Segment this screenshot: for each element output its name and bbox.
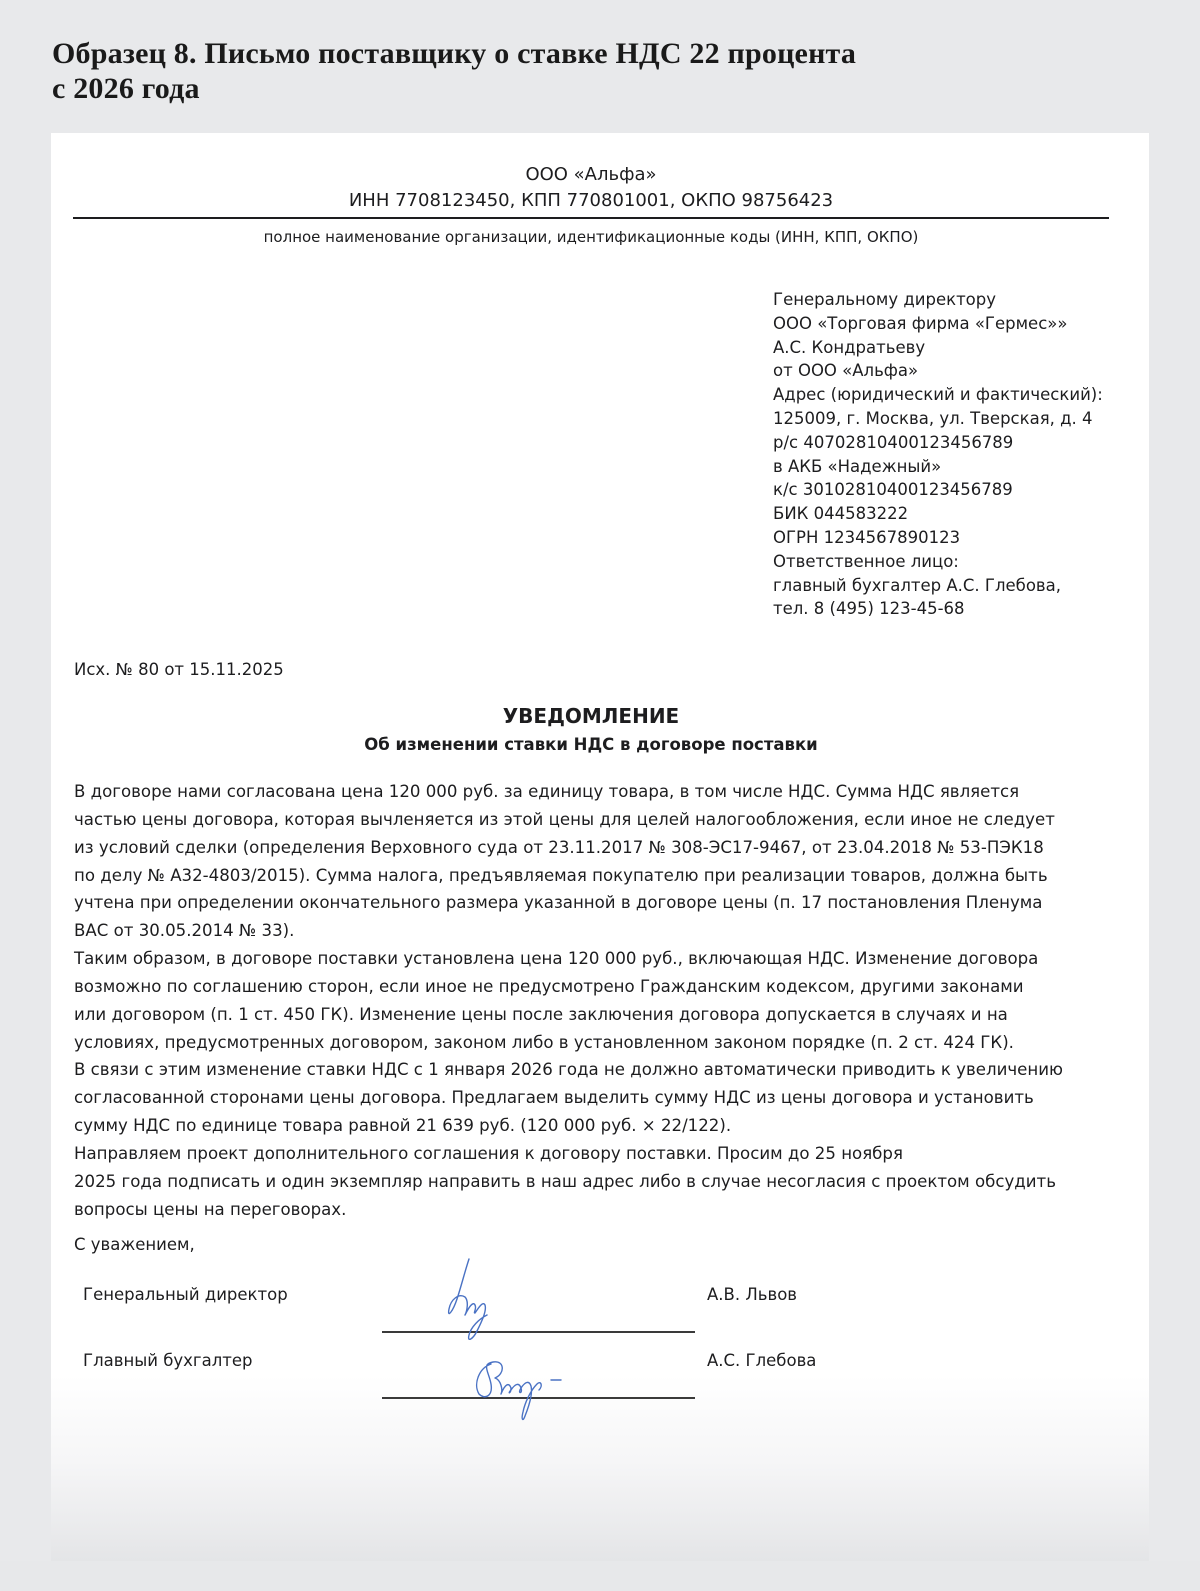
recipient-line: ОГРН 1234567890123 xyxy=(773,527,961,547)
body-line: ВАС от 30.05.2014 № 33). xyxy=(74,921,295,941)
signatory-role: Главный бухгалтер xyxy=(83,1351,253,1370)
letterhead-divider xyxy=(73,217,1109,219)
letterhead xyxy=(73,162,1109,214)
body-line: сумму НДС по единице товара равной 21 639 руб. (120 000 руб. × 22/122). xyxy=(74,1116,732,1136)
body-line: учтена при определении окончательного размера указанной в договоре цены (п. 17 постановления Пленума xyxy=(74,893,1043,913)
signatory-name: А.В. Львов xyxy=(707,1285,798,1304)
signatory-role: Генеральный директор xyxy=(83,1285,288,1304)
page-bottom-margin xyxy=(0,1561,1200,1591)
recipient-line: ООО «Торговая фирма «Гермес»» xyxy=(773,313,1068,333)
body-line: 2025 года подписать и один экземпляр направить в наш адрес либо в случае несогласия с проектом обсудить xyxy=(74,1171,1057,1191)
body-line: вопросы цены на переговорах. xyxy=(74,1199,347,1219)
letter-body xyxy=(74,778,1114,1224)
recipient-line: в АКБ «Надежный» xyxy=(773,456,942,476)
handwritten-signature-icon xyxy=(443,1257,503,1347)
recipient-line: к/с 30102810400123456789 xyxy=(773,480,1013,500)
closing-phrase: С уважением, xyxy=(74,1235,195,1254)
body-line: В договоре нами согласована цена 120 000 руб. за единицу товара, в том числе НДС. Сумма НДС является xyxy=(74,782,1020,801)
recipient-block xyxy=(773,288,1103,621)
signature-line xyxy=(382,1331,695,1333)
signature-row-accountant xyxy=(51,1350,1149,1390)
recipient-line: главный бухгалтер А.С. Глебова, xyxy=(773,575,1062,595)
body-line: условиях, предусмотренных договором, законом либо в установленном законом порядке (п. 2 ст. 424 ГК). xyxy=(74,1032,1014,1052)
notice-subtitle: Об изменении ставки НДС в договоре поставки xyxy=(364,735,818,754)
body-line: по делу № А32-4803/2015). Сумма налога, предъявляемая покупателю при реализации товаров, должна быть xyxy=(74,865,1048,885)
body-line: возможно по соглашению сторон, если иное не предусмотрено Гражданским кодексом, другими законами xyxy=(74,976,1024,996)
handwritten-signature-icon xyxy=(471,1354,591,1424)
notice-title: УВЕДОМЛЕНИЕ xyxy=(502,704,680,728)
document-heading xyxy=(52,36,856,106)
body-line: согласованной сторонами цены договора. Предлагаем выделить сумму НДС из цены договора и установить xyxy=(74,1088,1034,1108)
letter-page xyxy=(51,133,1149,1561)
recipient-line: 125009, г. Москва, ул. Тверская, д. 4 xyxy=(773,408,1093,428)
recipient-line: р/с 40702810400123456789 xyxy=(773,432,1014,452)
org-codes: ИНН 7708123450, КПП 770801001, ОКПО 98756423 xyxy=(348,190,834,211)
body-line: из условий сделки (определения Верховного суда от 23.11.2017 № 308-ЭС17-9467, от 23.04.2018 № 53-ПЭК18 xyxy=(74,837,1044,857)
recipient-line: Генеральному директору xyxy=(773,290,997,309)
recipient-line: от ООО «Альфа» xyxy=(773,361,919,381)
body-line: или договором (п. 1 ст. 450 ГК). Изменение цены после заключения договора допускается в случаях и на xyxy=(74,1004,1008,1024)
recipient-line: Ответственное лицо: xyxy=(773,551,959,571)
body-line: частью цены договора, которая вычленяется из этой цены для целей налогообложения, если иное не следует xyxy=(74,809,1055,829)
heading-line-2: с 2026 года xyxy=(52,72,200,105)
signatory-name: А.С. Глебова xyxy=(707,1351,817,1370)
body-line: Направляем проект дополнительного соглашения к договору поставки. Просим до 25 ноября xyxy=(74,1143,903,1163)
recipient-line: БИК 044583222 xyxy=(773,504,909,524)
letterhead-caption: полное наименование организации, идентификационные коды (ИНН, КПП, ОКПО) xyxy=(263,228,919,246)
recipient-line: тел. 8 (495) 123-45-68 xyxy=(773,599,965,619)
signature-row-director xyxy=(51,1284,1149,1324)
body-line: Таким образом, в договоре поставки установлена цена 120 000 руб., включающая НДС. Изменение договора xyxy=(74,949,1039,969)
recipient-line: Адрес (юридический и фактический): xyxy=(773,385,1103,405)
outgoing-reference: Исх. № 80 от 15.11.2025 xyxy=(74,660,284,679)
recipient-line: А.С. Кондратьеву xyxy=(773,337,926,357)
org-name: ООО «Альфа» xyxy=(525,164,657,185)
heading-line-1: Образец 8. Письмо поставщику о ставке НДС 22 процента xyxy=(52,37,857,70)
body-line: В связи с этим изменение ставки НДС с 1 января 2026 года не должно автоматически приводить к увеличению xyxy=(74,1060,1063,1080)
